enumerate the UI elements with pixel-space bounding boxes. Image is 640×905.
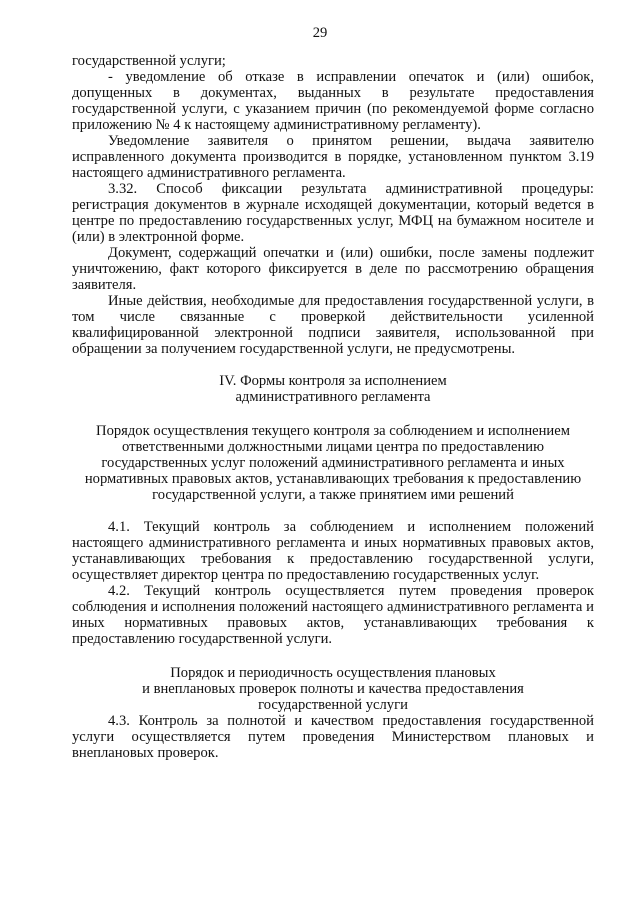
paragraph: Документ, содержащий опечатки и (или) ошибки, после замены подлежит уничтожению, факт которого фиксируется в деле по рассмотрению обращения заявителя. <box>72 245 594 293</box>
subsection-heading-line: нормативных правовых актов, устанавливающих требования к предоставлению <box>84 471 582 487</box>
section-heading-line: административного регламента <box>235 389 431 405</box>
subsection-heading <box>72 665 594 713</box>
page-number: 29 <box>312 25 328 41</box>
subsection-heading-line: государственной услуги, а также принятием ими решений <box>152 487 514 503</box>
subsection-heading-line: государственной услуги <box>258 697 408 713</box>
subsection-heading-line: Порядок осуществления текущего контроля за соблюдением и исполнением <box>96 423 570 439</box>
subsection-heading-line: государственных услуг положений административного регламента и иных <box>101 455 565 471</box>
paragraph: Иные действия, необходимые для предоставления государственной услуги, в том числе связанные с проверкой действительности усиленной квалифицированной электронной подписи заявителя, использованной при обращении за получением государственной услуги, не предусмотрены. <box>72 293 594 357</box>
section-heading <box>72 373 594 405</box>
subsection-heading <box>72 423 594 503</box>
subsection-heading-line: и внеплановых проверок полноты и качества предоставления <box>142 681 524 697</box>
subsection-heading-line: Порядок и периодичность осуществления плановых <box>170 665 496 681</box>
section-heading-line: IV. Формы контроля за исполнением <box>219 373 447 389</box>
paragraph: - уведомление об отказе в исправлении опечаток и (или) ошибок, допущенных в документах, выданных в результате предоставления государственной услуги, с указанием причин (по рекомендуемой форме согласно приложению № 4 к настоящему административному регламенту). <box>72 69 594 133</box>
paragraph: государственной услуги; <box>72 53 226 69</box>
paragraph: 3.32. Способ фиксации результата административной процедуры: регистрация документов в журнале исходящей документации, который ведется в центре по предоставлению государственных услуг, МФЦ на бумажном носителе и (или) в электронной форме. <box>72 181 594 245</box>
subsection-heading-line: ответственными должностными лицами центра по предоставлению <box>122 439 544 455</box>
paragraph: 4.2. Текущий контроль осуществляется путем проведения проверок соблюдения и исполнения положений настоящего административного регламента и иных нормативных правовых актов, устанавливающих требования к предоставлению государственной услуги. <box>72 583 594 647</box>
paragraph: 4.1. Текущий контроль за соблюдением и исполнением положений настоящего административного регламента и иных нормативных правовых актов, устанавливающих требования к предоставлению государственной услуги, осуществляет директор центра по предоставлению государственных услуг. <box>72 519 594 583</box>
document-body <box>72 53 594 761</box>
paragraph: 4.3. Контроль за полнотой и качеством предоставления государственной услуги осуществляется путем проведения Министерством плановых и внеплановых проверок. <box>72 713 594 761</box>
paragraph: Уведомление заявителя о принятом решении, выдача заявителю исправленного документа производится в порядке, установленном пунктом 3.19 настоящего административного регламента. <box>72 133 594 181</box>
